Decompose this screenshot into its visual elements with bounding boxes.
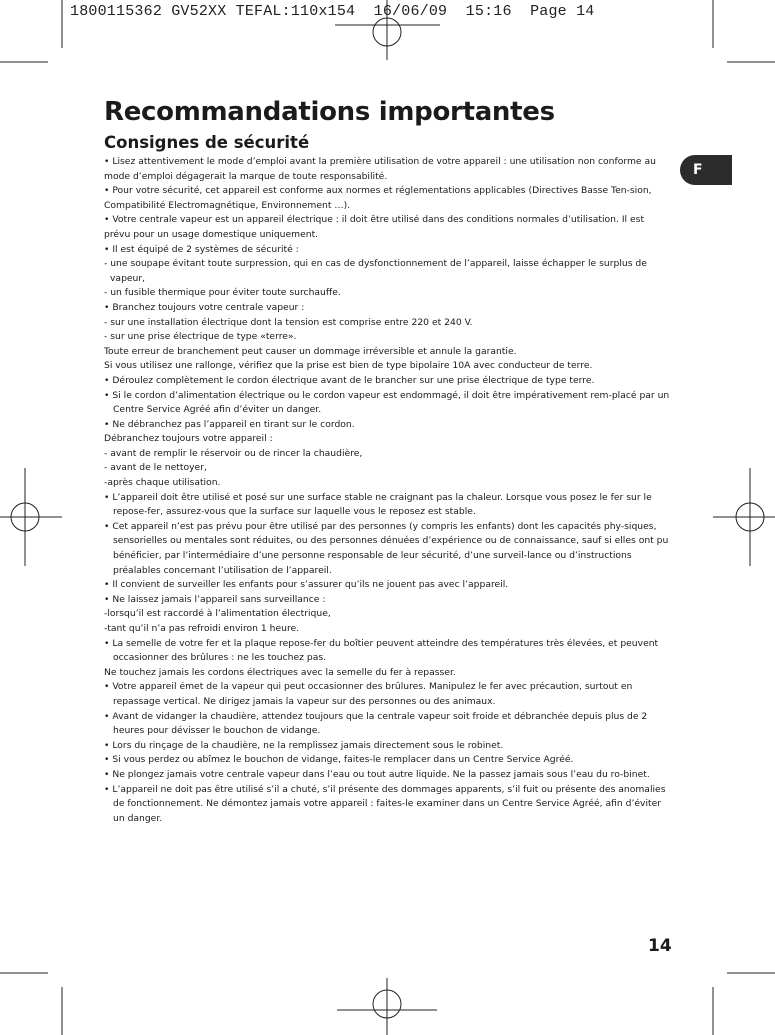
paragraph: - avant de le nettoyer, [104,462,207,474]
paragraph: -tant qu’il n’a pas refroidi environ 1 heure. [104,623,300,634]
paragraph: - sur une prise électrique de type «terre». [104,331,297,343]
page-number: 14 [648,936,672,956]
paragraph: Toute erreur de branchement peut causer un dommage irréversible et annule la garantie. [104,345,517,357]
paragraph: • Déroulez complètement le cordon électrique avant de le brancher sur une prise électrique de type terre. [104,374,595,386]
language-tab [680,155,732,185]
paragraph: - avant de remplir le réservoir ou de rincer la chaudière, [104,447,363,459]
paragraph: • L’appareil ne doit pas être utilisé s’il a chuté, s’il présente des dommages apparents, s’il fuit ou présente des anomalies de fonctionnement. Ne démontez jamais votre appareil : faites-le examiner dans un Centre Service Agréé, afin d’éviter un danger. [104,783,666,824]
paragraph: • Si vous perdez ou abîmez le bouchon de vidange, faites-le remplacer dans un Centre Service Agréé. [104,754,574,766]
paragraph: • Branchez toujours votre centrale vapeur : [104,301,305,313]
paragraph: • Votre centrale vapeur est un appareil électrique : il doit être utilisé dans des conditions normales d’utilisation. Il est prévu pour un usage domestique uniquement. [104,214,645,240]
paragraph: Ne touchez jamais les cordons électriques avec la semelle du fer à repasser. [104,666,456,678]
paragraph: -lorsqu’il est raccordé à l’alimentation électrique, [104,608,331,620]
paragraph: • Si le cordon d’alimentation électrique ou le cordon vapeur est endommagé, il doit être impérativement rem-placé par un Centre Service Agréé afin d’éviter un danger. [104,389,670,416]
paragraph: • Avant de vidanger la chaudière, attendez toujours que la centrale vapeur soit froide et débranchée depuis plus de 2 heures pour dévisser le bouchon de vidange. [104,710,648,737]
paragraph: • Il est équipé de 2 systèmes de sécurité : [104,243,299,255]
paragraph: • L’appareil doit être utilisé et posé sur une surface stable ne craignant pas la chaleur. Lorsque vous posez le fer sur le repose-fer, assurez-vous que la surface sur laquelle vous le reposez est stable. [104,491,652,518]
paragraph: Si vous utilisez une rallonge, vérifiez que la prise est bien de type bipolaire 10A avec conducteur de terre. [104,360,593,372]
paragraph: • Votre appareil émet de la vapeur qui peut occasionner des brûlures. Manipulez le fer avec précaution, surtout en repassage vertical. Ne dirigez jamais la vapeur sur des personnes ou des animaux. [104,681,633,707]
paragraph: • Lisez attentivement le mode d’emploi avant la première utilisation de votre appareil : une utilisation non conforme au mode d’emploi dégagerait la marque de toute responsabilité. [104,156,656,182]
safety-instructions [104,155,672,826]
paragraph: • Pour votre sécurité, cet appareil est conforme aux normes et réglementations applicables (Directives Basse Ten-sion, Compatibilité Electromagnétique, Environnement …). [104,185,652,211]
language-tab-label: F [693,162,703,178]
page-title: Recommandations importantes [104,97,555,127]
paragraph: • Cet appareil n’est pas prévu pour être utilisé par des personnes (y compris les enfants) dont les capacités phy-siques, sensorielles ou mentales sont réduites, ou des personnes dénuées d’expérience ou de connaissance, sauf si elles ont pu bénéficier, par l’intermédiaire d’une personne responsable de leur sécurité, d’une surveil-lance ou d’instructions préalables concernant l’utilisation de l’appareil. [104,520,669,576]
paragraph: • Ne débranchez pas l’appareil en tirant sur le cordon. [104,418,355,430]
paragraph: • La semelle de votre fer et la plaque repose-fer du boîtier peuvent atteindre des températures très élevées, et peuvent occasionner des brûlures : ne les touchez pas. [104,637,659,664]
paragraph: • Ne laissez jamais l’appareil sans surveillance : [104,593,326,605]
paragraph: - un fusible thermique pour éviter toute surchauffe. [104,287,341,299]
paragraph: • Lors du rinçage de la chaudière, ne la remplissez jamais directement sous le robinet. [104,739,504,751]
paragraph: - sur une installation électrique dont la tension est comprise entre 220 et 240 V. [104,316,473,328]
paragraph: • Il convient de surveiller les enfants pour s’assurer qu’ils ne jouent pas avec l’appareil. [104,579,509,591]
section-subtitle: Consignes de sécurité [104,133,310,152]
paragraph: - une soupape évitant toute surpression, qui en cas de dysfonctionnement de l’appareil, laisse échapper le surplus de vapeur, [104,258,647,284]
paragraph: -après chaque utilisation. [104,477,221,489]
print-slug: 1800115362 GV52XX TEFAL:110x154 16/06/09 15:16 Page 14 [70,3,595,20]
paragraph: • Ne plongez jamais votre centrale vapeur dans l’eau ou tout autre liquide. Ne la passez jamais sous l’eau du ro-binet. [104,768,650,780]
paragraph: Débranchez toujours votre appareil : [104,433,273,445]
